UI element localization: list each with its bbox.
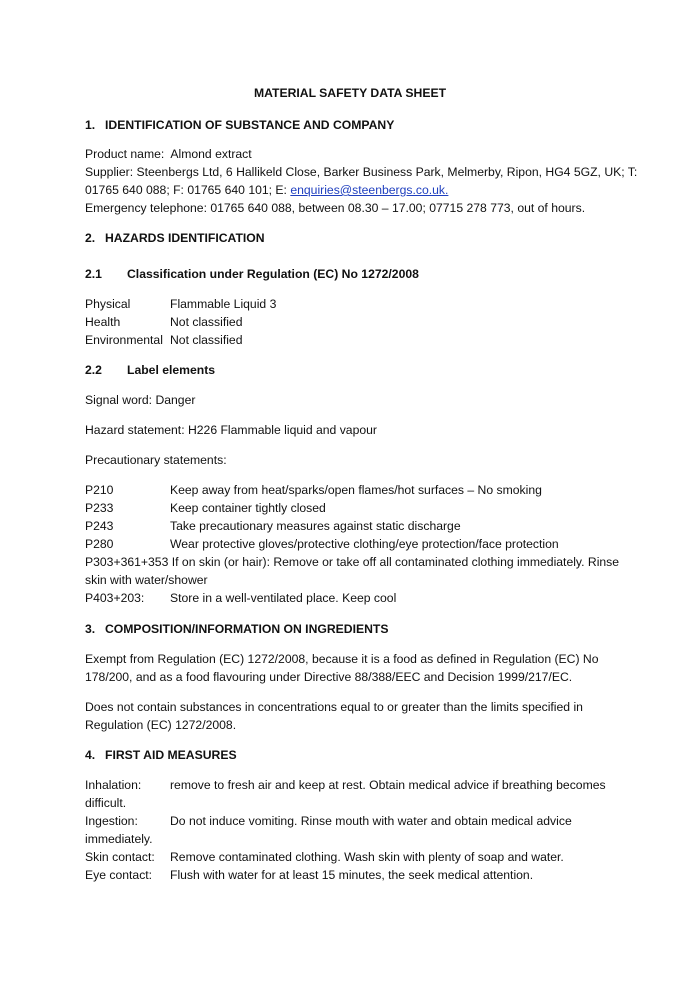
composition-para-1-line-2: 178/200, and as a food flavouring under Directive 88/388/EEC and Decision 1999/217/EC.: [85, 670, 573, 684]
composition-para-1-line-1: Exempt from Regulation (EC) 1272/2008, because it is a food as defined in Regulation (EC) No: [85, 652, 599, 666]
first-aid-row: [85, 812, 645, 830]
first-aid-row: [85, 848, 645, 866]
first-aid-text: Remove contaminated clothing. Wash skin with plenty of soap and water.: [170, 850, 564, 864]
classification-row: [85, 331, 645, 349]
first-aid-text: remove to fresh air and keep at rest. Obtain medical advice if breathing becomes: [170, 778, 606, 792]
composition-para-2-line-1: Does not contain substances in concentrations equal to or greater than the limits specified in: [85, 700, 583, 714]
classification-row: [85, 313, 645, 331]
classification-label: Physical: [85, 297, 131, 311]
section-3-number: 3.: [85, 622, 96, 636]
section-4-title: FIRST AID MEASURES: [105, 748, 237, 762]
precaution-row: [85, 517, 645, 535]
classification-label: Environmental: [85, 333, 163, 347]
precaution-code: P233: [85, 501, 114, 515]
precaution-row: [85, 481, 645, 499]
precaution-text: Take precautionary measures against static discharge: [170, 519, 461, 533]
precaution-row: [85, 589, 645, 607]
product-name-label: Product name:: [85, 147, 165, 161]
product-name-value: Almond extract: [170, 147, 252, 161]
first-aid-text: Do not induce vomiting. Rinse mouth with water and obtain medical advice: [170, 814, 572, 828]
section-4-number: 4.: [85, 748, 96, 762]
precaution-text: Keep away from heat/sparks/open flames/hot surfaces – No smoking: [170, 483, 542, 497]
hazard-statement: Hazard statement: H226 Flammable liquid and vapour: [85, 423, 377, 437]
first-aid-text: Flush with water for at least 15 minutes, the seek medical attention.: [170, 868, 534, 882]
supplier-email-link[interactable]: enquiries@steenbergs.co.uk.: [290, 183, 449, 197]
precaution-text: Keep container tightly closed: [170, 501, 326, 515]
section-2-number: 2.: [85, 231, 96, 245]
section-1-number: 1.: [85, 118, 96, 132]
precautionary-label: Precautionary statements:: [85, 453, 227, 467]
precaution-text: Store in a well-ventilated place. Keep cool: [170, 591, 397, 605]
supplier-contact: 01765 640 088; F: 01765 640 101; E:: [85, 183, 287, 197]
precaution-row: [85, 535, 645, 553]
first-aid-row: [85, 866, 645, 884]
first-aid-continuation: immediately.: [85, 832, 153, 846]
classification-row: [85, 295, 645, 313]
precaution-code: P280: [85, 537, 114, 551]
precaution-text: Wear protective gloves/protective clothing/eye protection/face protection: [170, 537, 559, 551]
precaution-code: P403+203:: [85, 591, 145, 605]
first-aid-label: Inhalation:: [85, 778, 142, 792]
classification-value: Not classified: [170, 315, 243, 329]
section-2-title: HAZARDS IDENTIFICATION: [105, 231, 265, 245]
section-2-2-title: Label elements: [127, 363, 216, 377]
signal-word: Signal word: Danger: [85, 393, 196, 407]
precaution-p303-line-2: skin with water/shower: [85, 573, 208, 587]
product-name-line: [85, 145, 252, 163]
section-2-1-number: 2.1: [85, 267, 102, 281]
classification-value: Flammable Liquid 3: [170, 297, 277, 311]
section-3-title: COMPOSITION/INFORMATION ON INGREDIENTS: [105, 622, 389, 636]
composition-para-2-line-2: Regulation (EC) 1272/2008.: [85, 718, 237, 732]
section-2-1-title: Classification under Regulation (EC) No 1272/2008: [127, 267, 419, 281]
document-title: MATERIAL SAFETY DATA SHEET: [253, 86, 447, 100]
supplier-line-1: Supplier: Steenbergs Ltd, 6 Hallikeld Close, Barker Business Park, Melmerby, Ripon, HG4 5GZ, UK; T:: [85, 165, 638, 179]
first-aid-label: Eye contact:: [85, 868, 153, 882]
precaution-p303-line-1: P303+361+353 If on skin (or hair): Remove or take off all contaminated clothing immediately. Rinse: [85, 555, 620, 569]
supplier-line-2: [85, 181, 448, 199]
section-2-2-number: 2.2: [85, 363, 102, 377]
section-1-title: IDENTIFICATION OF SUBSTANCE AND COMPANY: [105, 118, 395, 132]
classification-value: Not classified: [170, 333, 243, 347]
first-aid-continuation: difficult.: [85, 796, 127, 810]
emergency-telephone: Emergency telephone: 01765 640 088, between 08.30 – 17.00; 07715 278 773, out of hours.: [85, 201, 586, 215]
precaution-code: P243: [85, 519, 114, 533]
classification-label: Health: [85, 315, 121, 329]
first-aid-label: Skin contact:: [85, 850, 155, 864]
precaution-code: P210: [85, 483, 114, 497]
first-aid-label: Ingestion:: [85, 814, 138, 828]
first-aid-row: [85, 776, 645, 794]
precaution-row: [85, 499, 645, 517]
